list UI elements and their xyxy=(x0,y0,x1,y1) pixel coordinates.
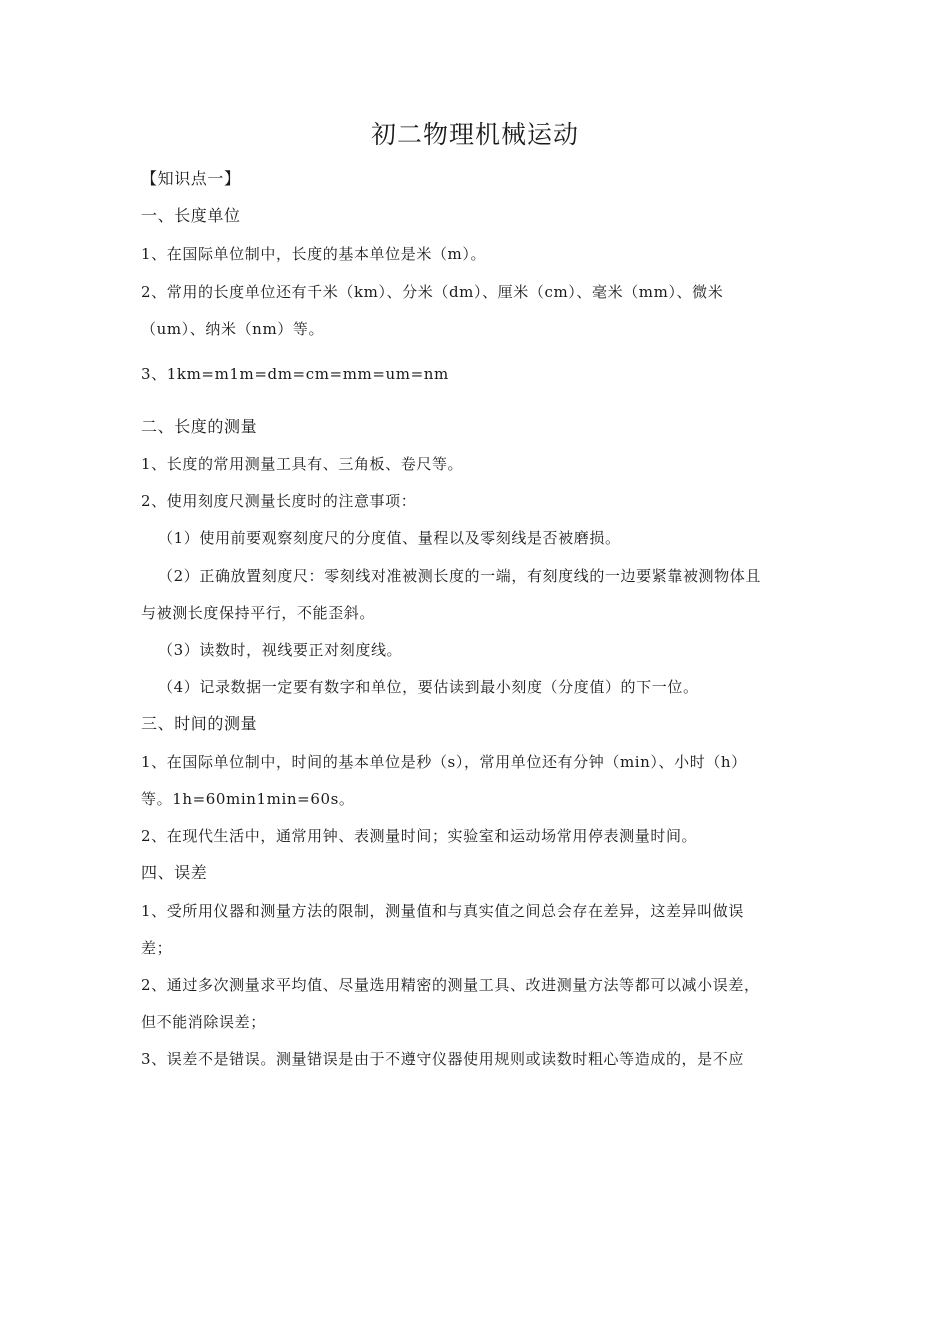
list-item: （2）正确放置刻度尺：零刻线对准被测长度的一端，有刻度线的一边要紧靠被测物体且 xyxy=(158,567,761,585)
list-item: （1）使用前要观察刻度尺的分度值、量程以及零刻线是否被磨损。 xyxy=(158,529,621,547)
paragraph-line: （um）、纳米（nm）等。 xyxy=(141,320,325,338)
paragraph-line: 等。1h=60min1min=60s。 xyxy=(141,790,355,808)
paragraph-line: 差； xyxy=(141,939,173,957)
paragraph-line: 3、1km=m1m=dm=cm=mm=um=nm xyxy=(141,365,449,383)
section-heading-length-measurement: 二、长度的测量 xyxy=(141,417,258,436)
paragraph-line: 1、在国际单位制中，时间的基本单位是秒（s），常用单位还有分钟（min）、小时（h） xyxy=(141,753,747,771)
knowledge-point-label: 【知识点一】 xyxy=(141,169,241,188)
paragraph-line: 2、在现代生活中，通常用钟、表测量时间；实验室和运动场常用停表测量时间。 xyxy=(141,827,698,845)
paragraph-line: 与被测长度保持平行，不能歪斜。 xyxy=(141,604,376,622)
list-item: （4）记录数据一定要有数字和单位，要估读到最小刻度（分度值）的下一位。 xyxy=(158,678,699,696)
document-title: 初二物理机械运动 xyxy=(370,120,579,149)
paragraph-line: 1、在国际单位制中，长度的基本单位是米（m）。 xyxy=(141,245,487,263)
paragraph-line: 2、常用的长度单位还有千米（km）、分米（dm）、厘米（cm）、毫米（mm）、微米 xyxy=(141,283,724,301)
paragraph-line: 1、受所用仪器和测量方法的限制，测量值和与真实值之间总会存在差异，这差异叫做误 xyxy=(141,902,744,920)
paragraph-line: 2、通过多次测量求平均值、尽量选用精密的测量工具、改进测量方法等都可以减小误差， xyxy=(141,976,760,994)
section-heading-error: 四、误差 xyxy=(141,863,208,882)
list-item: （3）读数时，视线要正对刻度线。 xyxy=(158,641,403,659)
paragraph-line: 3、误差不是错误。测量错误是由于不遵守仪器使用规则或读数时粗心等造成的，是不应 xyxy=(141,1050,744,1068)
section-heading-length-units: 一、长度单位 xyxy=(141,206,241,225)
paragraph-line: 但不能消除误差； xyxy=(141,1013,266,1031)
paragraph-line: 1、长度的常用测量工具有、三角板、卷尺等。 xyxy=(141,455,464,473)
section-heading-time-measurement: 三、时间的测量 xyxy=(141,714,258,733)
paragraph-line: 2、使用刻度尺测量长度时的注意事项： xyxy=(141,492,417,510)
